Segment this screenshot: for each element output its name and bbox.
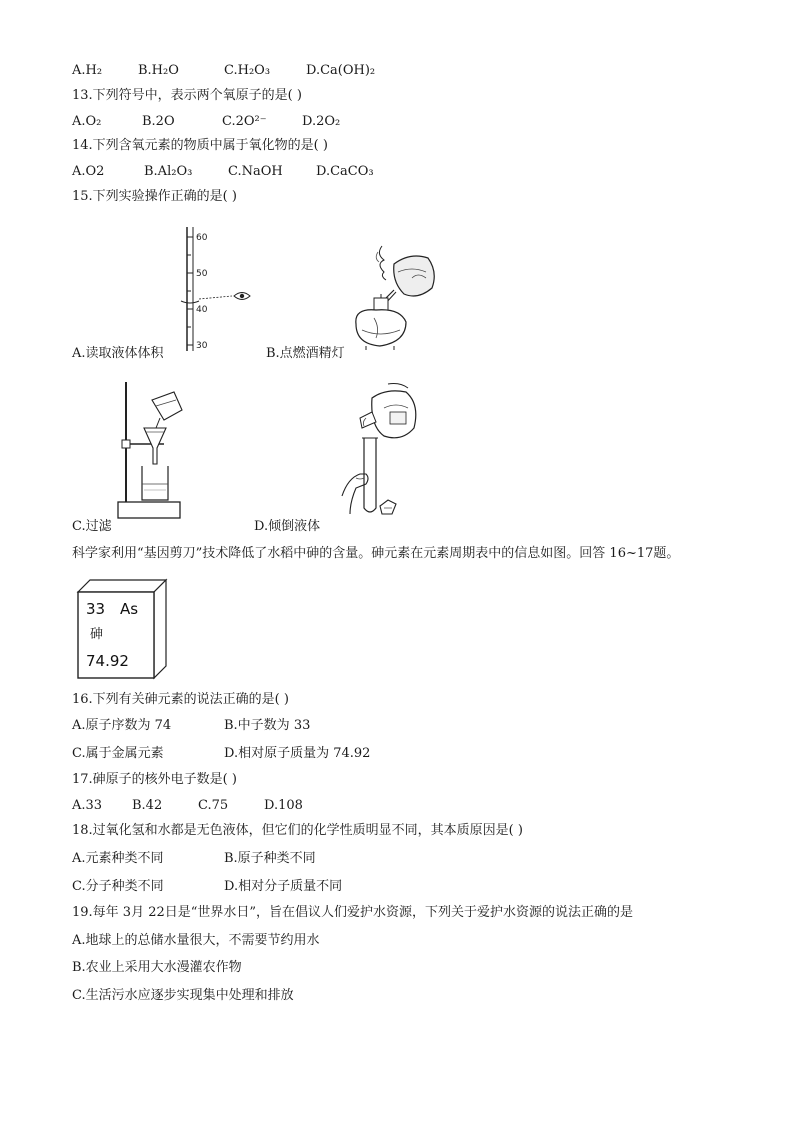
tick-label-60: 60 xyxy=(196,233,208,243)
q17-option-a: A.33 xyxy=(72,798,103,813)
q17-option-b: B.42 xyxy=(132,798,163,813)
q12-option-d: D.Ca(OH)₂ xyxy=(306,63,376,78)
cylinder-reading-figure xyxy=(180,225,260,353)
q13-option-b: B.2O xyxy=(142,114,175,129)
element-tile xyxy=(74,578,170,680)
tick-label-30: 30 xyxy=(196,341,208,351)
q17-option-d: D.108 xyxy=(264,798,303,813)
q13-option-a: A.O₂ xyxy=(72,114,102,129)
q16-option-b: B.中子数为 33 xyxy=(224,718,311,733)
q19-option-a: A.地球上的总储水量很大，不需要节约用水 xyxy=(72,933,320,948)
q15-caption-d: D.倾倒液体 xyxy=(254,519,321,534)
q15-caption-b: B.点燃酒精灯 xyxy=(266,346,345,361)
q18-option-d: D.相对分子质量不同 xyxy=(224,879,343,894)
q14-option-d: D.CaCO₃ xyxy=(316,164,374,179)
tick-label-40: 40 xyxy=(196,305,208,315)
q16-option-d: D.相对原子质量为 74.92 xyxy=(224,746,371,761)
passage-text: 科学家利用“基因剪刀”技术降低了水稻中砷的含量。砷元素在元素周期表中的信息如图。回答 16~17题。 xyxy=(72,546,680,561)
q12-option-a: A.H₂ xyxy=(72,63,103,78)
q14-option-a: A.O2 xyxy=(72,164,105,179)
q15-caption-c: C.过滤 xyxy=(72,519,112,534)
q13-stem: 13.下列符号中，表示两个氧原子的是( ) xyxy=(72,88,302,103)
q18-option-c: C.分子种类不同 xyxy=(72,879,164,894)
q16-stem: 16.下列有关砷元素的说法正确的是( ) xyxy=(72,692,289,707)
q19-option-c: C.生活污水应逐步实现集中处理和排放 xyxy=(72,988,294,1003)
q18-option-a: A.元素种类不同 xyxy=(72,851,164,866)
atomic-mass: 74.92 xyxy=(86,652,129,670)
q19-stem: 19.每年 3月 22日是“世界水日”，旨在倡议人们爱护水资源，下列关于爱护水资源的说法正确的是 xyxy=(72,905,634,920)
pouring-liquid-figure xyxy=(326,378,438,524)
element-name: 砷 xyxy=(90,627,104,642)
q17-option-c: C.75 xyxy=(198,798,229,813)
q14-stem: 14.下列含氧元素的物质中属于氧化物的是( ) xyxy=(72,138,328,153)
q16-option-c: C.属于金属元素 xyxy=(72,746,164,761)
element-symbol: As xyxy=(120,600,139,618)
q13-option-c: C.2O²⁻ xyxy=(222,114,267,129)
q19-option-b: B.农业上采用大水漫灌农作物 xyxy=(72,960,242,975)
q13-option-d: D.2O₂ xyxy=(302,114,341,129)
tick-label-50: 50 xyxy=(196,269,208,279)
q18-option-b: B.原子种类不同 xyxy=(224,851,316,866)
q14-option-b: B.Al₂O₃ xyxy=(144,164,193,179)
q12-option-b: B.H₂O xyxy=(138,63,179,78)
alcohol-lamp-figure xyxy=(348,238,440,354)
q15-caption-a: A.读取液体体积 xyxy=(72,346,164,361)
q12-option-c: C.H₂O₃ xyxy=(224,63,271,78)
q17-stem: 17.砷原子的核外电子数是( ) xyxy=(72,772,237,787)
filtration-figure xyxy=(112,378,200,524)
q14-option-c: C.NaOH xyxy=(228,164,283,179)
q15-stem: 15.下列实验操作正确的是( ) xyxy=(72,189,237,204)
q18-stem: 18.过氧化氢和水都是无色液体，但它们的化学性质明显不同，其本质原因是( ) xyxy=(72,823,523,838)
atomic-number: 33 xyxy=(86,600,106,618)
q16-option-a: A.原子序数为 74 xyxy=(72,718,172,733)
